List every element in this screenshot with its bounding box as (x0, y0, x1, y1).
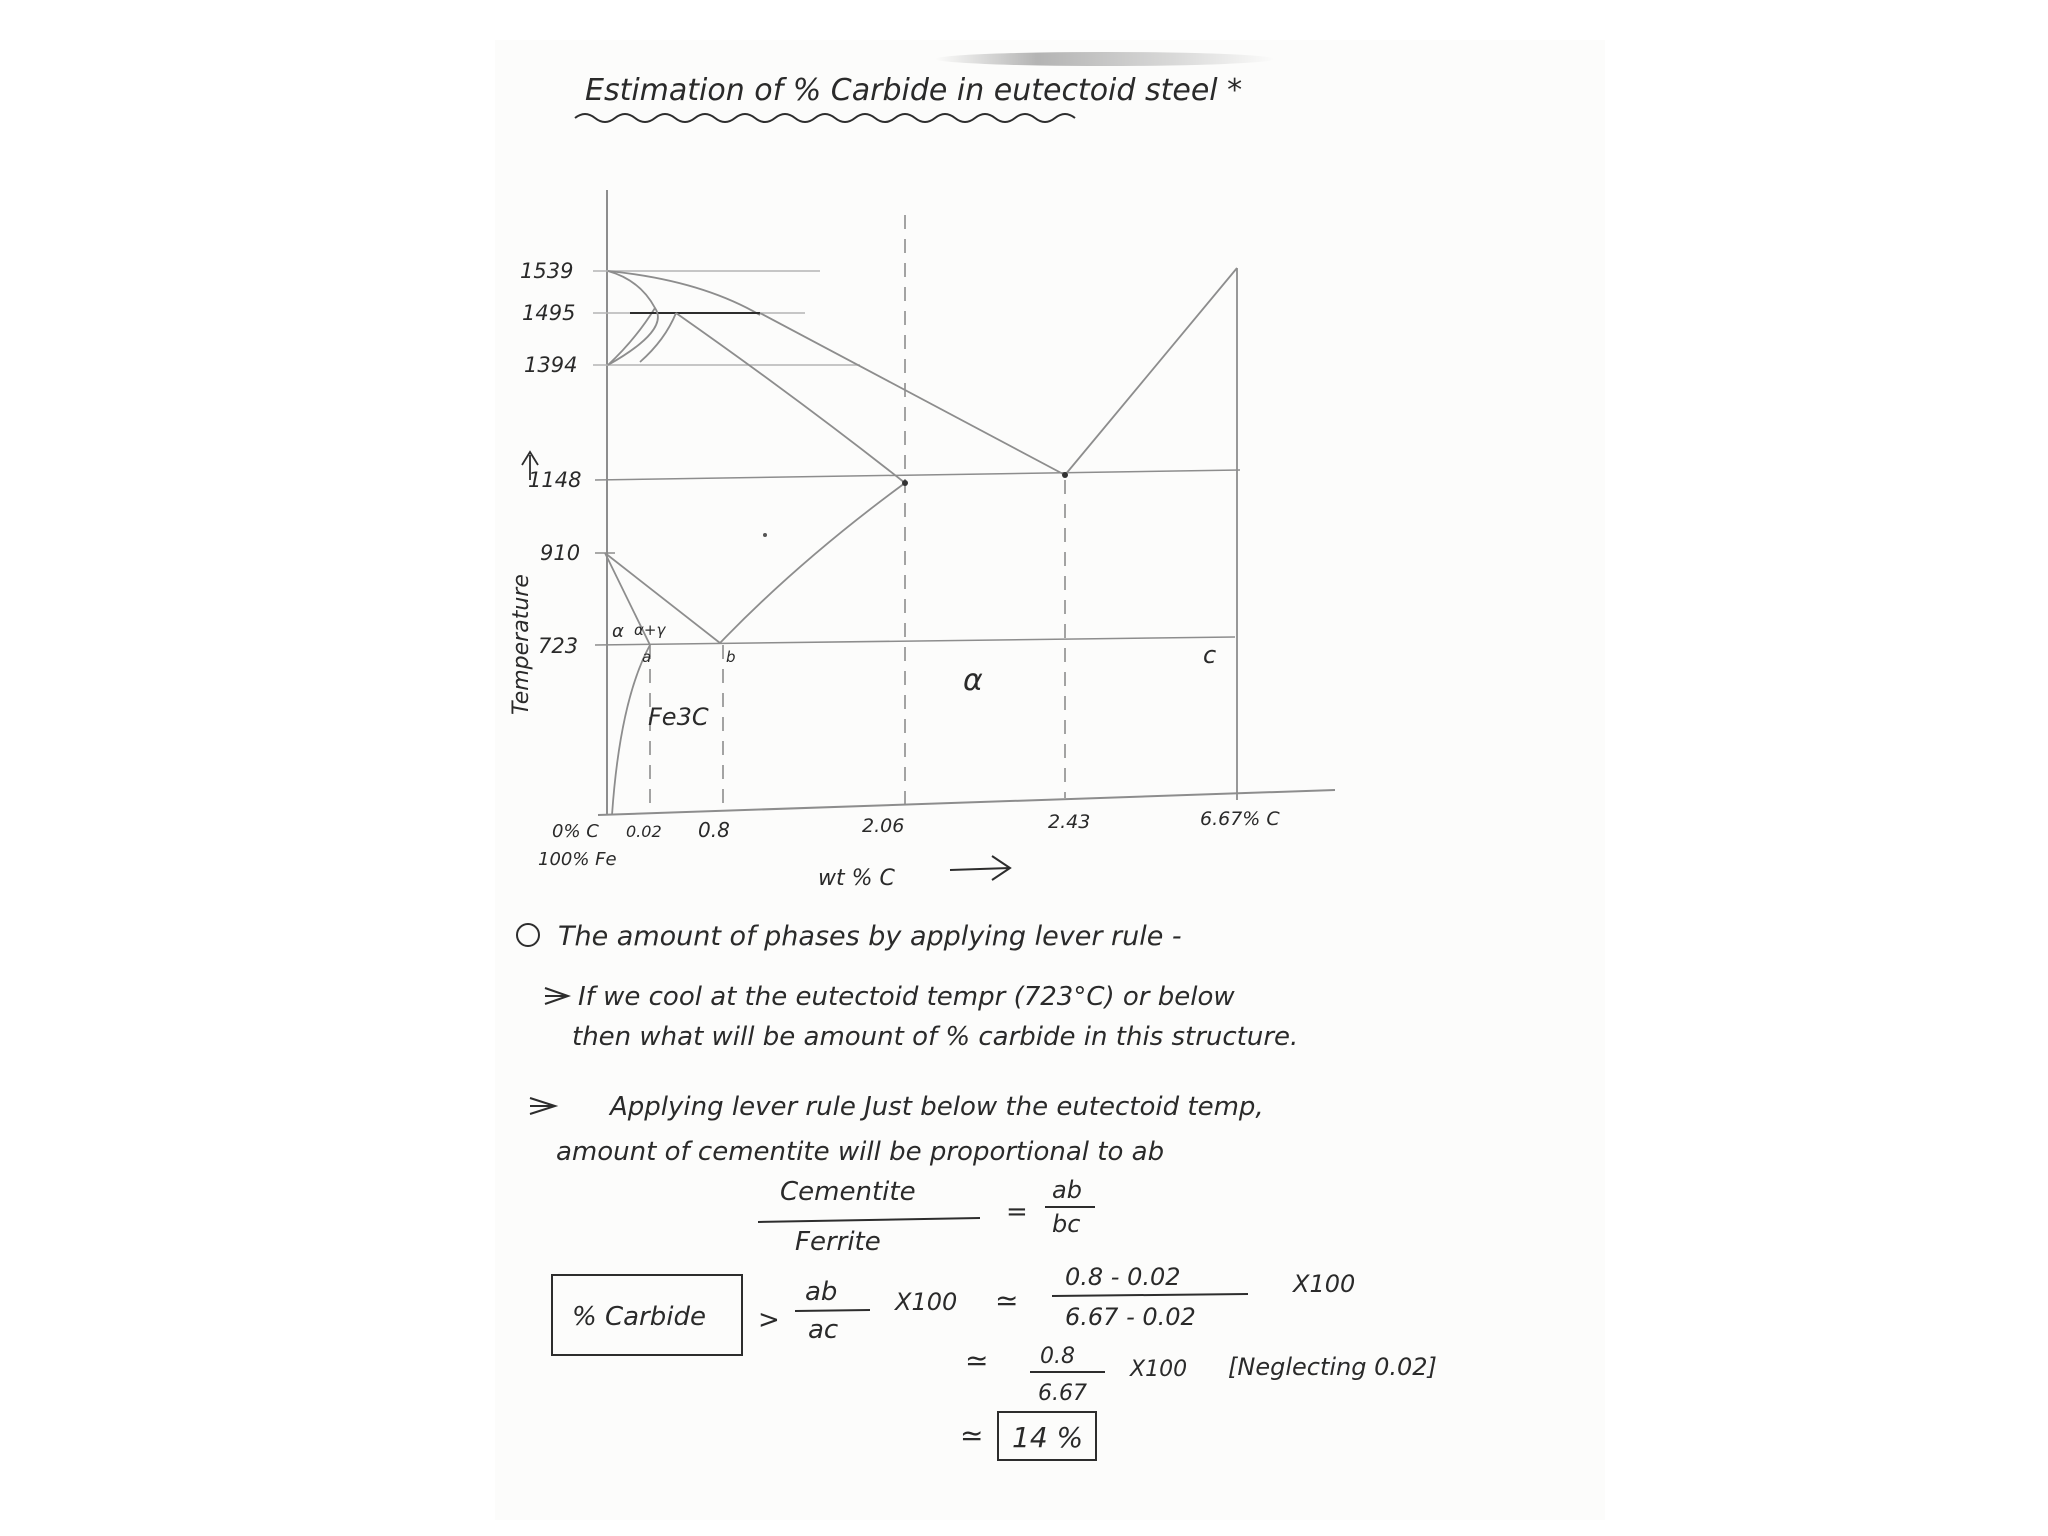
phase-alpha-mid-label: α (963, 663, 983, 698)
svg-text:=: = (1006, 1197, 1028, 1227)
x-sub-label: 100% Fe (538, 849, 617, 870)
note-line-3: then what will be amount of % carbide in this structure. (572, 1022, 1299, 1052)
notes (517, 921, 1298, 1167)
temp-723: 723 (538, 634, 579, 658)
point-c-label: c (1203, 641, 1217, 669)
eq2-times100-b: X100 (1293, 1270, 1356, 1298)
point-a-label: a (642, 648, 652, 666)
eq2-value-denominator: 6.67 - 0.02 (1065, 1303, 1196, 1331)
note-line-2: If we cool at the eutectoid tempr (723°C) or below (578, 982, 1235, 1012)
phase-alpha-label: α (612, 621, 624, 642)
eq3-approx: ≃ (965, 1344, 989, 1377)
note-line-4: Applying lever rule Just below the eutectoid temp, (610, 1092, 1264, 1122)
eq2-numerator: ab (805, 1277, 838, 1307)
temp-1148: 1148 (528, 468, 582, 492)
eq3-denominator: 6.67 (1038, 1381, 1087, 1406)
temp-1495: 1495 (522, 301, 576, 325)
eq2-value-numerator: 0.8 - 0.02 (1065, 1263, 1181, 1291)
x-label-0-8: 0.8 (698, 818, 730, 842)
eq1-denominator: Ferrite (795, 1227, 881, 1257)
point-b-label: b (726, 648, 736, 666)
phase-diagram (509, 190, 1335, 891)
temp-910: 910 (540, 541, 581, 565)
temp-1539: 1539 (520, 259, 574, 283)
x-label-2-06: 2.06 (862, 815, 905, 837)
eq1-rhs-denominator: bc (1052, 1210, 1081, 1238)
temp-1394: 1394 (524, 353, 578, 377)
arrow-right-icon (950, 856, 1010, 880)
line-723 (595, 637, 1235, 645)
implies-icon-1 (545, 988, 568, 1004)
eq2-approx: ≃ (995, 1284, 1019, 1317)
eq2-times100: X100 (895, 1288, 958, 1316)
eq3-numerator: 0.8 (1040, 1344, 1075, 1369)
implies-icon-2 (530, 1098, 555, 1114)
page-title: Estimation of % Carbide in eutectoid steel * (585, 73, 1243, 108)
eq1-numerator: Cementite (780, 1177, 916, 1207)
eq2-denominator: ac (808, 1315, 839, 1345)
eq1-rhs-numerator: ab (1052, 1176, 1082, 1204)
eq3-times100: X100 (1130, 1357, 1188, 1382)
note-line-1: The amount of phases by applying lever rule - (558, 921, 1182, 952)
calculation (552, 1176, 1437, 1460)
neglecting-note: [Neglecting 0.02] (1228, 1353, 1437, 1381)
x-label-6-67: 6.67% C (1200, 808, 1280, 830)
y-axis-label: Temperature (509, 574, 534, 715)
note-line-5: amount of cementite will be proportional to ab (556, 1137, 1165, 1167)
x-label-2-43: 2.43 (1048, 811, 1091, 833)
x-label-0: 0% C (552, 821, 599, 842)
x-label-0-02: 0.02 (626, 822, 662, 841)
eq4-approx: ≃ (960, 1419, 984, 1452)
result-value: 14 % (1012, 1421, 1084, 1454)
phase-fe3c-label: Fe3C (648, 703, 709, 731)
bullet-icon (517, 924, 539, 946)
svg-text:>: > (758, 1305, 780, 1335)
carbide-label: % Carbide (572, 1302, 706, 1332)
title-wavy-underline (575, 114, 1075, 122)
x-axis-label: wt % C (818, 866, 895, 891)
line-1148 (595, 470, 1240, 480)
phase-alpha-gamma-label: α+γ (634, 621, 666, 639)
